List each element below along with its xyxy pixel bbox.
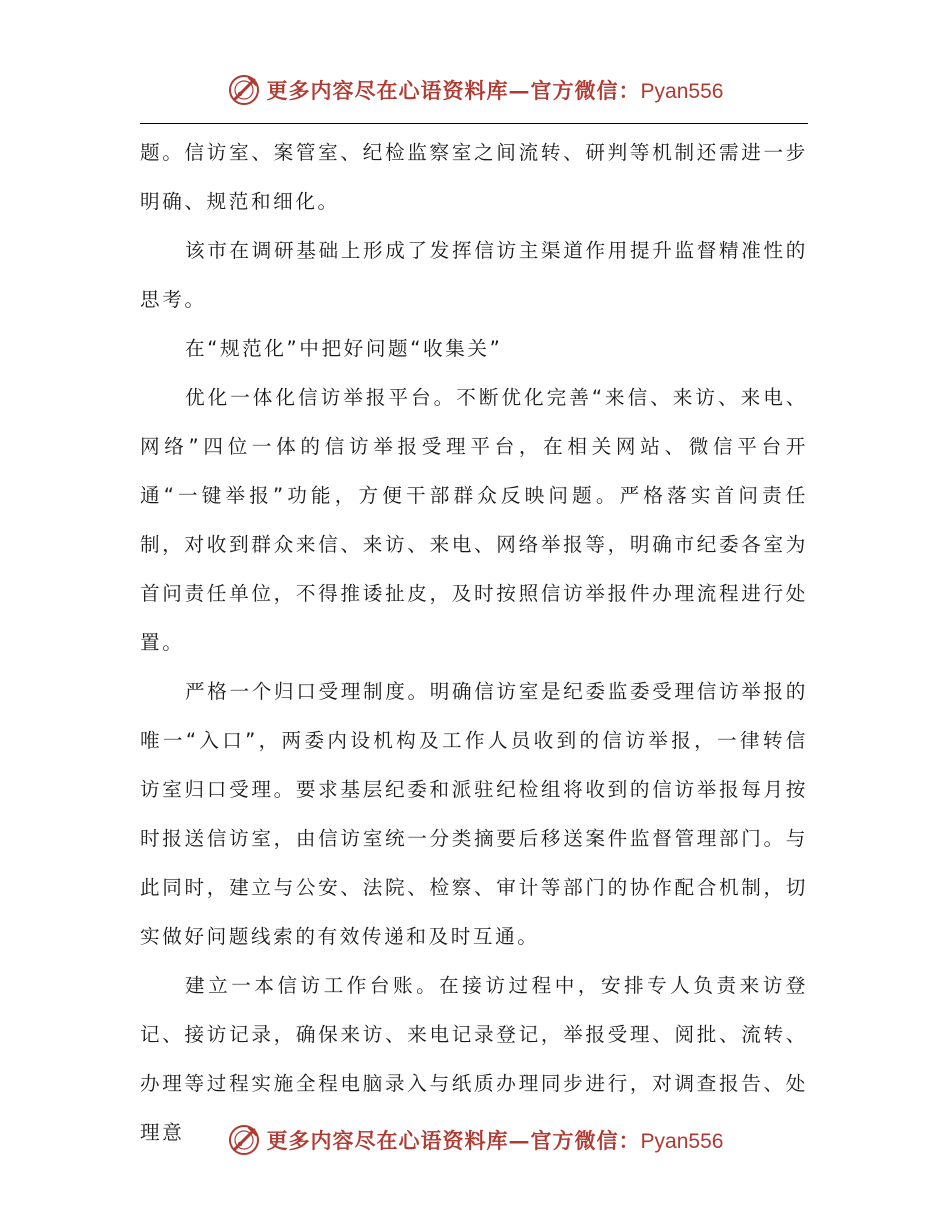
banner-wechat-id: Pyan556 [640, 80, 724, 103]
paragraph: 该市在调研基础上形成了发挥信访主渠道作用提升监督精准性的思考。 [140, 239, 808, 311]
document-body [140, 128, 808, 1157]
paragraph: 建立一本信访工作台账。在接访过程中，安排专人负责来访登记、接访记录，确保来访、来电记录登记，举报受理、阅批、流转、办理等过程实施全程电脑录入与纸质办理同步进行，对调查报告、处理意 [140, 974, 808, 1144]
stamp-logo-icon [227, 73, 261, 107]
paragraph: 优化一体化信访举报平台。不断优化完善“来信、来访、来电、网络”四位一体的信访举报受理平台，在相关网站、微信平台开通“一键举报”功能，方便干部群众反映问题。严格落实首问责任制，对收到群众来信、来访、来电、网络举报等，明确市纪委各室为首问责任单位，不得推诿扯皮，及时按照信访举报件办理流程进行处置。 [140, 386, 808, 654]
banner-text-cn: 更多内容尽在心语资料库—官方微信： [266, 78, 641, 103]
paragraph: 题。信访室、案管室、纪检监察室之间流转、研判等机制还需进一步明确、规范和细化。 [140, 141, 808, 213]
banner-text-cn: 更多内容尽在心语资料库—官方微信： [266, 1128, 641, 1153]
header-banner [0, 70, 950, 110]
paragraph: 严格一个归口受理制度。明确信访室是纪委监委受理信访举报的唯一“入口”，两委内设机构及工作人员收到的信访举报，一律转信访室归口受理。要求基层纪委和派驻纪检组将收到的信访举报每月按时报送信访室，由信访室统一分类摘要后移送案件监督管理部门。与此同时，建立与公安、法院、检察、审计等部门的协作配合机制，切实做好问题线索的有效传递和及时互通。 [140, 680, 808, 948]
banner-text [267, 75, 724, 105]
header-rule [140, 123, 808, 124]
banner-text [267, 1125, 724, 1155]
stamp-logo-icon [227, 1123, 261, 1157]
section-heading: 在“规范化”中把好问题“收集关” [185, 337, 503, 360]
footer-banner [0, 1120, 950, 1160]
banner-wechat-id: Pyan556 [640, 1130, 724, 1153]
